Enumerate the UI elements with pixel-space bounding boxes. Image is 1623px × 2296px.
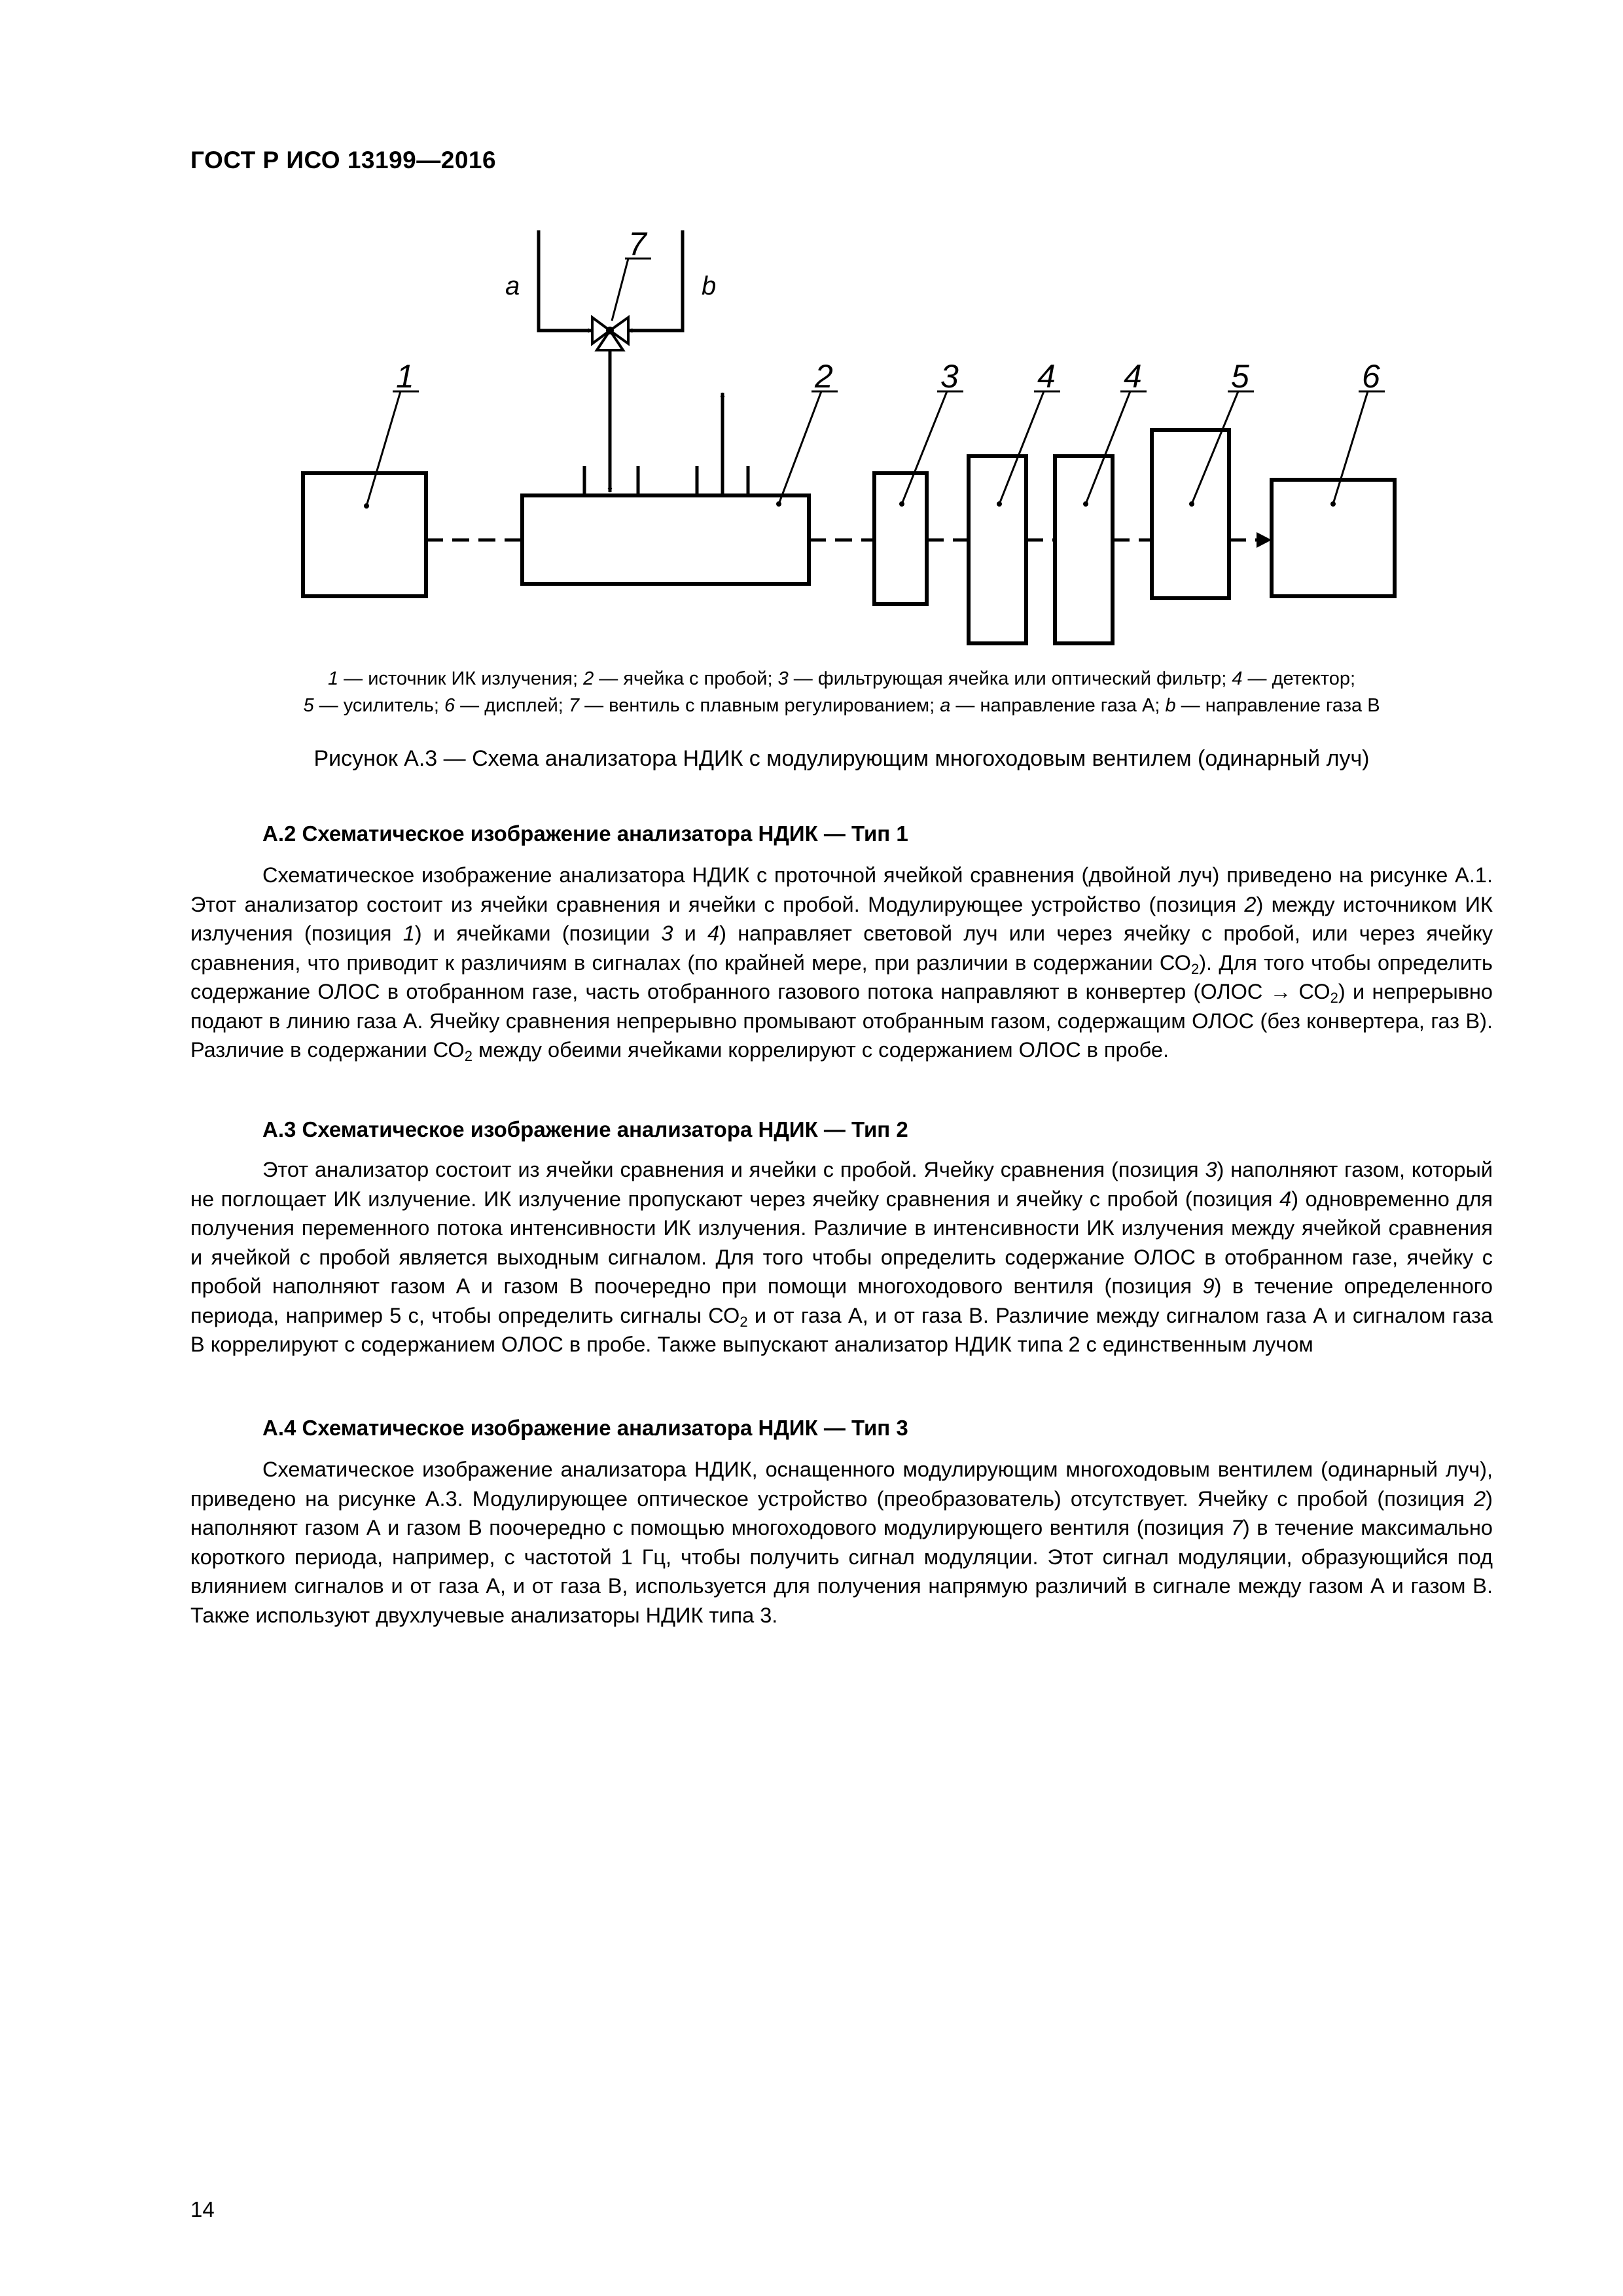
legend-number: 7 xyxy=(568,695,580,716)
label-7: 7 xyxy=(628,226,647,262)
legend-number: 3 xyxy=(777,668,789,689)
label-a: a xyxy=(505,272,520,300)
subscript: 2 xyxy=(464,1048,473,1064)
legend-text: — направление газа А; xyxy=(950,695,1166,716)
subscript: 2 xyxy=(1190,960,1200,977)
subscript: 2 xyxy=(1330,990,1338,1006)
display-box xyxy=(1272,480,1395,596)
label-2: 2 xyxy=(815,358,833,395)
text-run: Схематическое изображение анализатора НДИК, оснащенного модулирующим многоходовым вентилем (одинарный луч), приведено на рисунке А.3. Модулирующее оптическое устройство (преобразователь) отсутствует. Ячейку с пробой (позиция xyxy=(190,1458,1493,1511)
section-paragraph-a4 xyxy=(190,1455,1493,1630)
position-reference: 1 xyxy=(402,922,415,945)
label-1: 1 xyxy=(396,358,414,395)
position-reference: 7 xyxy=(1230,1516,1243,1539)
position-reference: 3 xyxy=(1205,1158,1217,1181)
legend-text: — дисплей; xyxy=(455,695,569,716)
label-b: b xyxy=(702,272,717,300)
amplifier-box xyxy=(1152,430,1229,598)
legend-line-2 xyxy=(190,692,1493,719)
position-reference: 4 xyxy=(707,922,720,945)
position-reference: 3 xyxy=(661,922,673,945)
position-reference: 2 xyxy=(1474,1486,1486,1511)
legend-text: — источник ИК излучения; xyxy=(338,668,584,689)
text-run: и xyxy=(673,922,708,945)
legend-text: — ячейка с пробой; xyxy=(594,668,778,689)
section-paragraph-a3 xyxy=(190,1155,1493,1359)
legend-text: — детектор; xyxy=(1242,668,1356,689)
text-run: ). Для того чтобы определить содержание ОЛОС в отобранном газе, часть отобранного газового потока направляют в конвертер (ОЛОС → СО xyxy=(190,950,1493,1003)
label-4a: 4 xyxy=(1037,358,1056,395)
detector-box-1 xyxy=(969,456,1026,643)
subscript: 2 xyxy=(740,1313,748,1330)
legend-number: 4 xyxy=(1232,668,1243,689)
page-number: 14 xyxy=(190,2197,215,2221)
legend-number: 5 xyxy=(303,695,314,716)
label-3: 3 xyxy=(940,358,959,395)
label-4b: 4 xyxy=(1124,358,1142,395)
sample-cell-box xyxy=(522,495,809,584)
gas-line-a xyxy=(539,230,592,331)
legend-text: — усилитель; xyxy=(313,695,444,716)
text-run: ) наполняют газом, который не поглощает ИК излучение. ИК излучение пропускают через ячейку сравнения и ячейку с пробой (позиция xyxy=(190,1158,1493,1211)
text-run: ) направляет световой луч или через ячейку с пробой, или через ячейку сравнения, что приводит к различиям в сигналах (по крайней мере, при различии в содержании СО xyxy=(190,922,1493,975)
position-reference: 4 xyxy=(1279,1187,1292,1211)
text-run: ) и ячейками (позиции xyxy=(414,922,662,945)
detector-box-2 xyxy=(1055,456,1113,643)
figure-caption: Рисунок А.3 — Схема анализатора НДИК с модулирующим многоходовым вентилем (одинарный луч) xyxy=(313,746,1370,771)
position-reference: 2 xyxy=(1244,892,1257,916)
section-heading-a3: А.3 Схематическое изображение анализатора НДИК — Тип 2 xyxy=(262,1117,908,1141)
label-6: 6 xyxy=(1362,358,1380,395)
text-run: ) и непрерывно подают в линию газа А. Ячейку сравнения непрерывно промывают отобранным газом, содержащим ОЛОС (без конвертера, газ В). Различие в содержании СО xyxy=(190,980,1493,1062)
text-run: Схематическое изображение анализатора НДИК с проточной ячейкой сравнения (двойной луч) приведено на рисунке А.1. Этот анализатор состоит из ячейки сравнения и ячейки с пробой. Модулирующее устройство (позиция xyxy=(190,863,1493,916)
text-run: ) наполняют газом А и газом В поочередно с помощью многоходового модулирующего вентиля (позиция xyxy=(190,1486,1493,1539)
document-header: ГОСТ Р ИСО 13199—2016 xyxy=(190,147,497,173)
text-run: ) в течение определенного периода, например 5 с, чтобы определить сигналы СО xyxy=(190,1274,1493,1327)
legend-number: 2 xyxy=(583,668,594,689)
valve-symbol xyxy=(592,317,628,350)
text-run: ) в течение максимально короткого периода, например, с частотой 1 Гц, чтобы получить сигнал модуляции. Этот сигнал модуляции, образующийся под влиянием сигналов и от газа А, и от газа В, используется для получения напрямую различий в сигнале между газом А и газом В. Также используют двухлучевые анализаторы НДИК типа 3. xyxy=(190,1516,1493,1627)
ir-source-box xyxy=(303,473,426,596)
beam-arrowhead xyxy=(1257,532,1272,548)
legend-text: — фильтрующая ячейка или оптический фильтр; xyxy=(788,668,1232,689)
section-heading-a2: А.2 Схематическое изображение анализатора НДИК — Тип 1 xyxy=(262,821,908,846)
legend-text: — вентиль с плавным регулированием; xyxy=(579,695,940,716)
legend-number: a xyxy=(940,695,951,716)
legend-text: — направление газа В xyxy=(1175,695,1380,716)
legend-number: b xyxy=(1165,695,1176,716)
legend-number: 6 xyxy=(444,695,455,716)
label-5: 5 xyxy=(1231,358,1249,395)
analyzer-schematic xyxy=(0,0,1623,661)
legend-number: 1 xyxy=(327,668,339,689)
text-run: ) между источником ИК излучения (позиция xyxy=(190,892,1493,945)
filter-cell-box xyxy=(874,473,927,604)
figure-legend xyxy=(190,666,1493,719)
text-run: Этот анализатор состоит из ячейки сравнения и ячейки с пробой. Ячейку сравнения (позиция xyxy=(262,1158,1205,1181)
legend-line-1 xyxy=(190,666,1493,692)
text-run: и от газа А, и от газа В. Различие между сигналом газа А и сигналом газа В коррелируют с содержанием ОЛОС в пробе. Также выпускают анализатор НДИК типа 2 с единственным лучом xyxy=(190,1303,1493,1356)
section-heading-a4: А.4 Схематическое изображение анализатора НДИК — Тип 3 xyxy=(262,1416,908,1440)
section-paragraph-a2 xyxy=(190,861,1493,1065)
position-reference: 9 xyxy=(1202,1274,1215,1298)
text-run: ) одновременно для получения переменного потока интенсивности ИК излучения. Различие в интенсивности ИК излучения между ячейкой сравнения и ячейкой с пробой является выходным сигналом. Для того чтобы определить содержание ОЛОС в отобранном газе, ячейку с пробой наполняют газом А и газом В поочередно при помощи многоходового вентиля (позиция xyxy=(190,1187,1493,1298)
text-run: между обеими ячейками коррелируют с содержанием ОЛОС в пробе. xyxy=(472,1038,1169,1062)
